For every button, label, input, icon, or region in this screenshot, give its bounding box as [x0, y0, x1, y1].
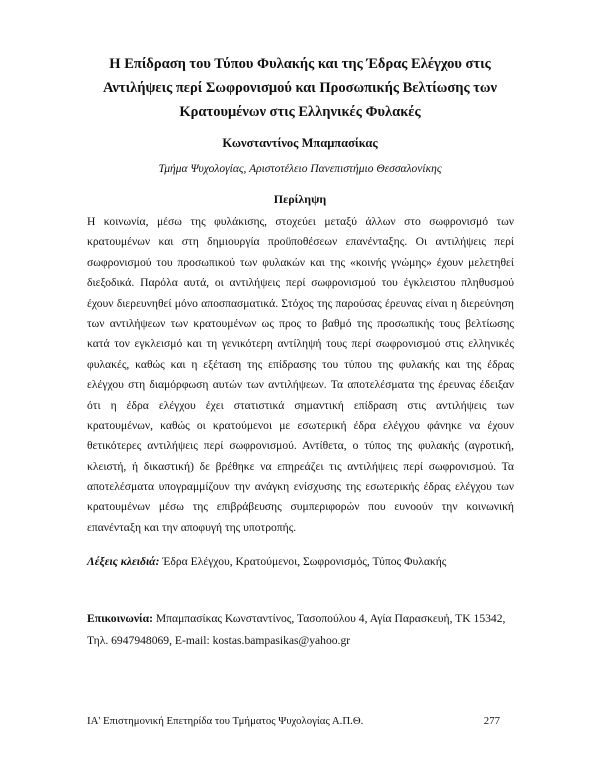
abstract-line: έχουν διερευνηθεί μόνο αποσπασματικά. Στόχος της παρούσας έρευνας είναι η διερεύνηση [87, 296, 514, 310]
author-name: Κωνσταντίνος Μπαμπασίκας [222, 136, 378, 150]
footer-journal: ΙΑ' Επιστημονική Επετηρίδα του Τμήματος Ψυχολογίας Α.Π.Θ. [87, 715, 364, 727]
abstract-line: κλειστή, ή δικαστική) δε βρέθηκε να επηρεάζει τις αντιλήψεις περί σωφρονισμού. Τα [87, 459, 514, 473]
title-line: Αντιλήψεις περί Σωφρονισμού και Προσωπικής Βελτίωσης των [103, 80, 497, 96]
contact-line [87, 608, 514, 630]
abstract-body [87, 212, 514, 538]
keywords-label: Λέξεις κλειδιά: [87, 555, 160, 568]
abstract-line: κατά τον εγκλεισμό και τη γενικότερη αντίληψή τους περί σωφρονισμού στις ελληνικές [87, 337, 514, 351]
abstract-heading: Περίληψη [273, 192, 327, 206]
contact-phone-email: Τηλ. 6947948069, E-mail: kostas.bampasikas@yahoo.gr [87, 634, 351, 647]
contact-label: Επικοινωνία: [87, 612, 153, 625]
abstract-line: σωφρονισμού του προσωπικού των φυλακών και της «κοινής γνώμης» έχουν μελετηθεί [87, 255, 514, 269]
keywords [87, 554, 514, 570]
abstract-line: ότι η έδρα ελέγχου έχει στατιστικά σημαντική επίδραση στις αντιλήψεις των [87, 398, 514, 412]
contact-address: Μπαμπασίκας Κωνσταντίνος, Τασοπούλου 4, Αγία Παρασκευή, ΤΚ 15342, [152, 612, 506, 625]
abstract-line: κρατουμένων, καθώς οι κρατούμενοι με εσωτερική έδρα ελέγχου φάνηκε να έχουν [87, 418, 514, 432]
abstract-line: φυλακές, καθώς και η εξέταση της επίδρασης του τύπου της φυλακής και της έδρας [87, 357, 514, 371]
abstract-line: αποτελέσματα υπογραμμίζουν την ανάγκη ενίσχυσης της εσωτερικής έδρας ελέγχου των [87, 480, 514, 494]
abstract-line: Η κοινωνία, μέσω της φυλάκισης, στοχεύει μεταξύ άλλων στο σωφρονισμό των [87, 215, 514, 228]
paper-title [60, 52, 540, 124]
abstract-line: ελέγχου στη διαμόρφωση αυτών των αντιλήψεων. Τα αποτελέσματα της έρευνας έδειξαν [87, 378, 514, 392]
abstract-line: των αντιλήψεων των κρατουμένων ως προς το βαθμό της προσωπικής τους βελτίωσης [87, 316, 514, 330]
abstract-line: διεξοδικά. Παρόλα αυτά, οι αντιλήψεις περί σωφρονισμού του έγκλειστου πληθυσμού [87, 276, 514, 290]
keywords-text: Έδρα Ελέγχου, Κρατούμενοι, Σωφρονισμός, Τύπος Φυλακής [159, 555, 447, 568]
abstract-line: θετικότερες αντιλήψεις περί σωφρονισμού. Αντίθετα, ο τύπος της φυλακής (αγροτική, [87, 439, 514, 453]
abstract-line: κρατουμένων και στη δημιουργία προϋποθέσεων επανένταξης. Οι αντιλήψεις περί [87, 235, 514, 249]
author-affiliation: Τμήμα Ψυχολογίας, Αριστοτέλειο Πανεπιστήμιο Θεσσαλονίκης [158, 163, 442, 175]
title-line: Κρατουμένων στις Ελληνικές Φυλακές [179, 104, 421, 120]
abstract-line: επανένταξη και την αποφυγή της υποτροπής. [87, 520, 297, 534]
page-number: 277 [483, 715, 500, 727]
title-line: Η Επίδραση του Τύπου Φυλακής και της Έδρας Ελέγχου στις [109, 56, 491, 72]
abstract-line: κρατουμένων μέσω της επιβράβευσης συμπεριφορών που ευνοούν την κοινωνική [87, 500, 514, 514]
contact-info [87, 608, 514, 652]
